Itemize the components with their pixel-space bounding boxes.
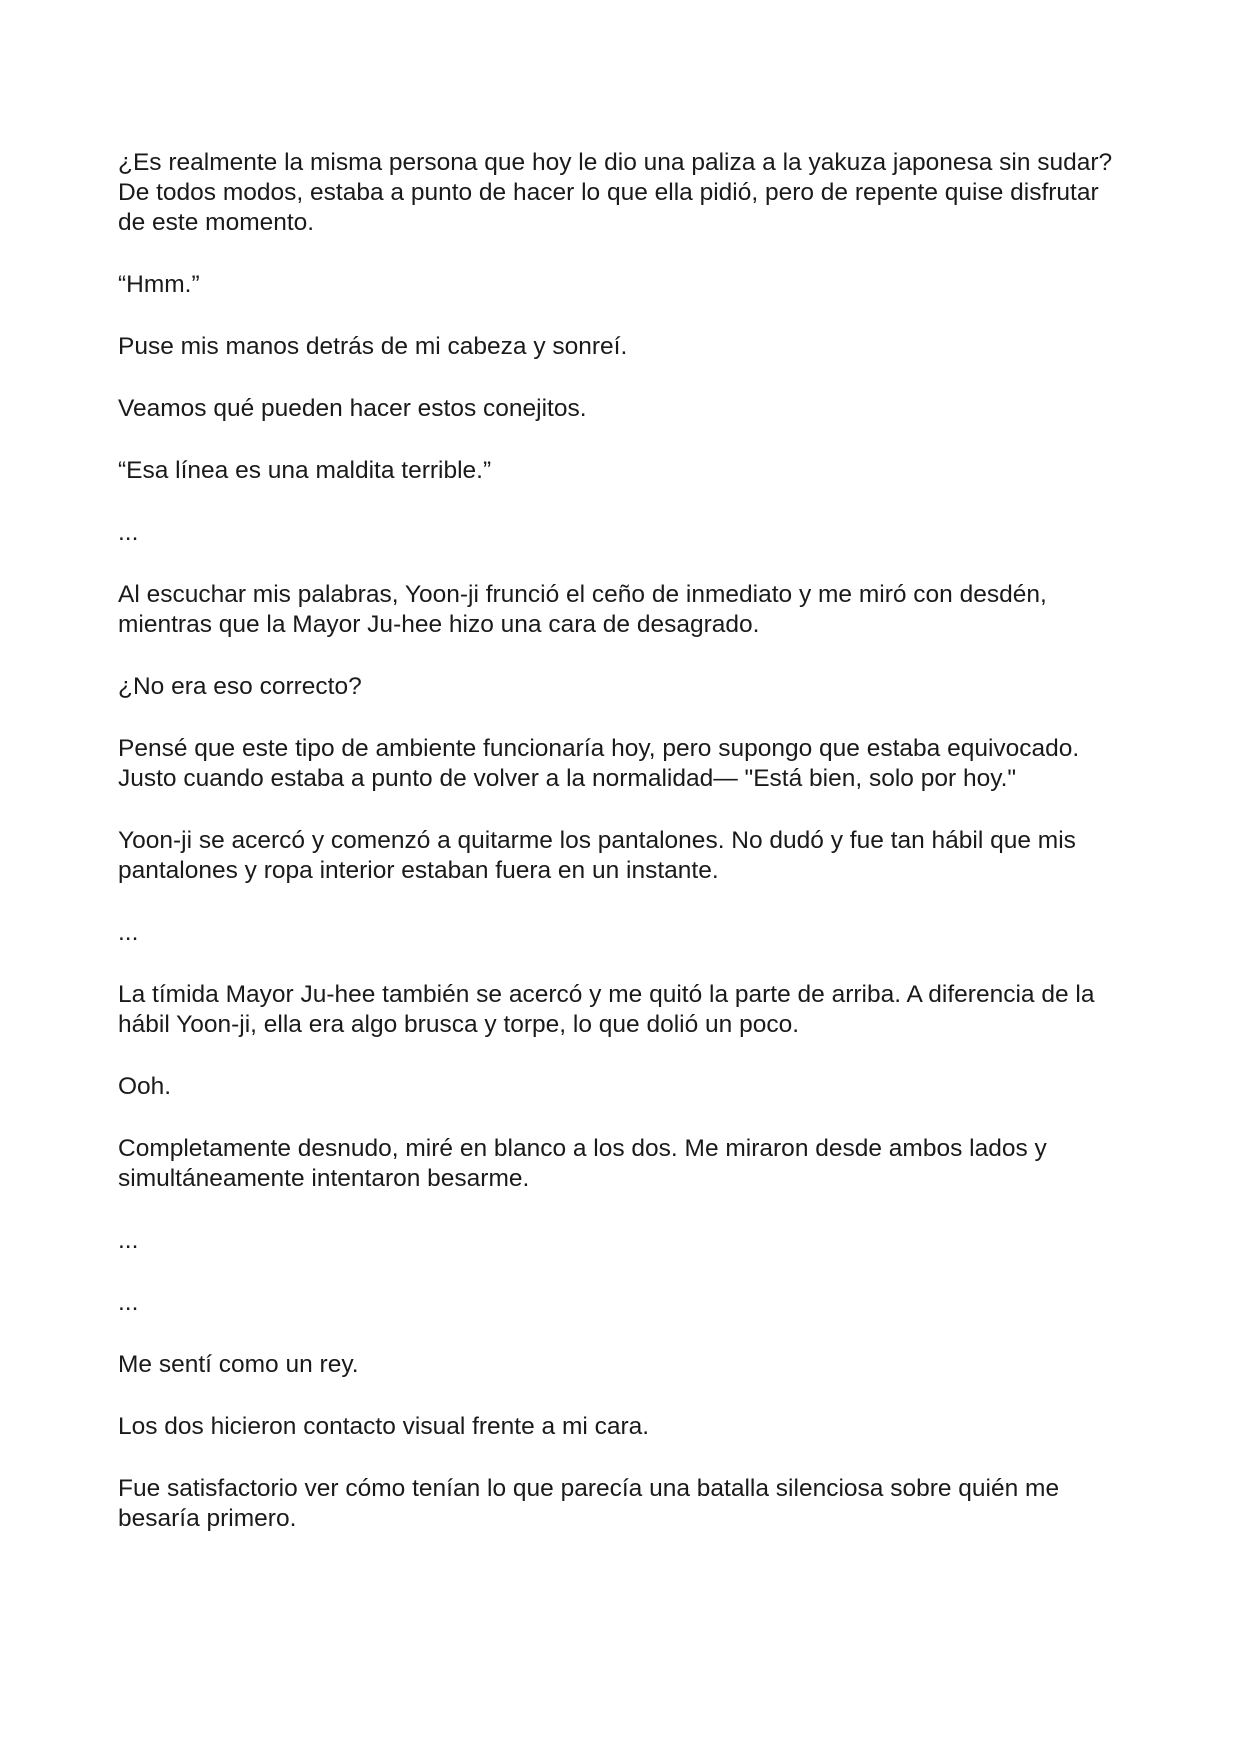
document-body	[118, 148, 1128, 1566]
paragraph: Veamos qué pueden hacer estos conejitos.	[118, 395, 587, 422]
paragraph: ...	[118, 1227, 139, 1254]
paragraph: Ooh.	[118, 1073, 172, 1100]
paragraph: Yoon-ji se acercó y comenzó a quitarme los pantalones. No dudó y fue tan hábil que mis pantalones y ropa interior estaban fuera en un instante.	[118, 827, 1076, 884]
paragraph: Me sentí como un rey.	[118, 1351, 359, 1378]
paragraph: ...	[118, 519, 139, 546]
paragraph: Fue satisfactorio ver cómo tenían lo que parecía una batalla silenciosa sobre quién me besaría primero.	[118, 1475, 1060, 1532]
paragraph: “Esa línea es una maldita terrible.”	[118, 457, 492, 484]
paragraph: La tímida Mayor Ju-hee también se acercó y me quitó la parte de arriba. A diferencia de la hábil Yoon-ji, ella era algo brusca y torpe, lo que dolió un poco.	[118, 981, 1095, 1038]
paragraph: Puse mis manos detrás de mi cabeza y sonreí.	[118, 333, 628, 360]
paragraph: ...	[118, 919, 139, 946]
paragraph: Pensé que este tipo de ambiente funcionaría hoy, pero supongo que estaba equivocado. Justo cuando estaba a punto de volver a la normalidad— "Está bien, solo por hoy."	[118, 735, 1080, 792]
paragraph: ...	[118, 1289, 139, 1316]
paragraph: “Hmm.”	[118, 271, 200, 298]
paragraph: ¿No era eso correcto?	[118, 673, 362, 700]
paragraph: ¿Es realmente la misma persona que hoy le dio una paliza a la yakuza japonesa sin sudar? De todos modos, estaba a punto de hacer lo que ella pidió, pero de repente quise disfrutar de este momento.	[118, 149, 1113, 236]
paragraph: Al escuchar mis palabras, Yoon-ji frunció el ceño de inmediato y me miró con desdén, mientras que la Mayor Ju-hee hizo una cara de desagrado.	[118, 581, 1047, 638]
paragraph: Los dos hicieron contacto visual frente a mi cara.	[118, 1413, 650, 1440]
paragraph: Completamente desnudo, miré en blanco a los dos. Me miraron desde ambos lados y simultáneamente intentaron besarme.	[118, 1135, 1047, 1192]
